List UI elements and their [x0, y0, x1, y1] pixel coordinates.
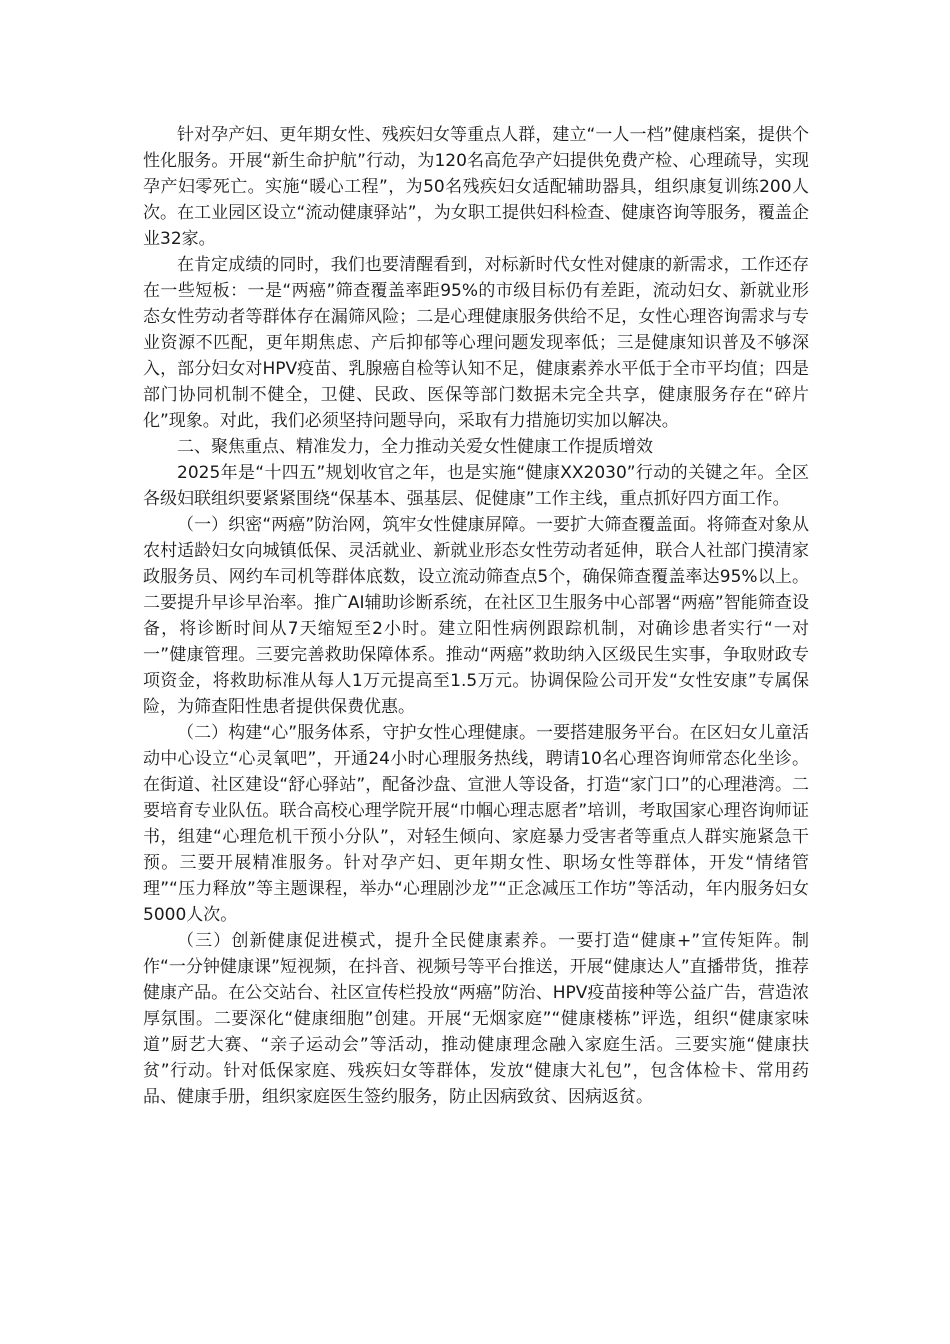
- document-body: [143, 122, 809, 1110]
- paragraph-mental-health: （二）构建“心”服务体系，守护女性心理健康。一要搭建服务平台。在区妇女儿童活动中心设立“心灵氧吧”，开通24小时心理服务热线，聘请10名心理咨询师常态化坐诊。在街道、社区建设“舒心驿站”，配备沙盘、宣泄人等设备，打造“家门口”的心理港湾。二要培育专业队伍。联合高校心理学院开展“巾帼心理志愿者”培训，考取国家心理咨询师证书，组建“心理危机干预小分队”，对轻生倾向、家庭暴力受害者等重点人群实施紧急干预。三要开展精准服务。针对孕产妇、更年期女性、职场女性等群体，开发“情绪管理”“压力释放”等主题课程，举办“心理剧沙龙”“正念减压工作坊”等活动，年内服务妇女5000人次。: [143, 723, 809, 925]
- section-heading: 二、聚焦重点、精准发力，全力推动关爱女性健康工作提质增效: [177, 437, 653, 457]
- paragraph-key-groups: 针对孕产妇、更年期女性、残疾妇女等重点人群，建立“一人一档”健康档案，提供个性化服务。开展“新生命护航”行动，为120名高危孕产妇提供免费产检、心理疏导，实现孕产妇零死亡。实施“暖心工程”，为50名残疾妇女适配辅助器具，组织康复训练200人次。在工业园区设立“流动健康驿站”，为女职工提供妇科检查、健康咨询等服务，覆盖企业32家。: [143, 125, 809, 249]
- paragraph-year-overview: 2025年是“十四五”规划收官之年，也是实施“健康XX2030”行动的关键之年。全区各级妇联组织要紧紧围绕“保基本、强基层、促健康”工作主线，重点抓好四方面工作。: [143, 463, 809, 509]
- paragraph-two-cancers: （一）织密“两癌”防治网，筑牢女性健康屏障。一要扩大筛查覆盖面。将筛查对象从农村适龄妇女向城镇低保、灵活就业、新就业形态女性劳动者延伸，联合人社部门摸清家政服务员、网约车司机等群体底数，设立流动筛查点5个，确保筛查覆盖率达95%以上。二要提升早诊早治率。推广AI辅助诊断系统，在社区卫生服务中心部署“两癌”智能筛查设备，将诊断时间从7天缩短至2小时。建立阳性病例跟踪机制，对确诊患者实行“一对一”健康管理。三要完善救助保障体系。推动“两癌”救助纳入区级民生实事，争取财政专项资金，将救助标准从每人1万元提高至1.5万元。协调保险公司开发“女性安康”专属保险，为筛查阳性患者提供保费优惠。: [143, 515, 809, 717]
- paragraph-health-promotion: （三）创新健康促进模式，提升全民健康素养。一要打造“健康+”宣传矩阵。制作“一分钟健康课”短视频，在抖音、视频号等平台推送，开展“健康达人”直播带货，推荐健康产品。在公交站台、社区宣传栏投放“两癌”防治、HPV疫苗接种等公益广告，营造浓厚氛围。二要深化“健康细胞”创建。开展“无烟家庭”“健康楼栋”评选，组织“健康家味道”厨艺大赛、“亲子运动会”等活动，推动健康理念融入家庭生活。三要实施“健康扶贫”行动。针对低保家庭、残疾妇女等群体，发放“健康大礼包”，包含体检卡、常用药品、健康手册，组织家庭医生签约服务，防止因病致贫、因病返贫。: [143, 931, 809, 1107]
- paragraph-shortcomings: 在肯定成绩的同时，我们也要清醒看到，对标新时代女性对健康的新需求，工作还存在一些短板：一是“两癌”筛查覆盖率距95%的市级目标仍有差距，流动妇女、新就业形态女性劳动者等群体存在漏筛风险；二是心理健康服务供给不足，女性心理咨询需求与专业资源不匹配，更年期焦虑、产后抑郁等心理问题发现率低；三是健康知识普及不够深入，部分妇女对HPV疫苗、乳腺癌自检等认知不足，健康素养水平低于全市平均值；四是部门协同机制不健全，卫健、民政、医保等部门数据未完全共享，健康服务存在“碎片化”现象。对此，我们必须坚持问题导向，采取有力措施切实加以解决。: [143, 255, 809, 431]
